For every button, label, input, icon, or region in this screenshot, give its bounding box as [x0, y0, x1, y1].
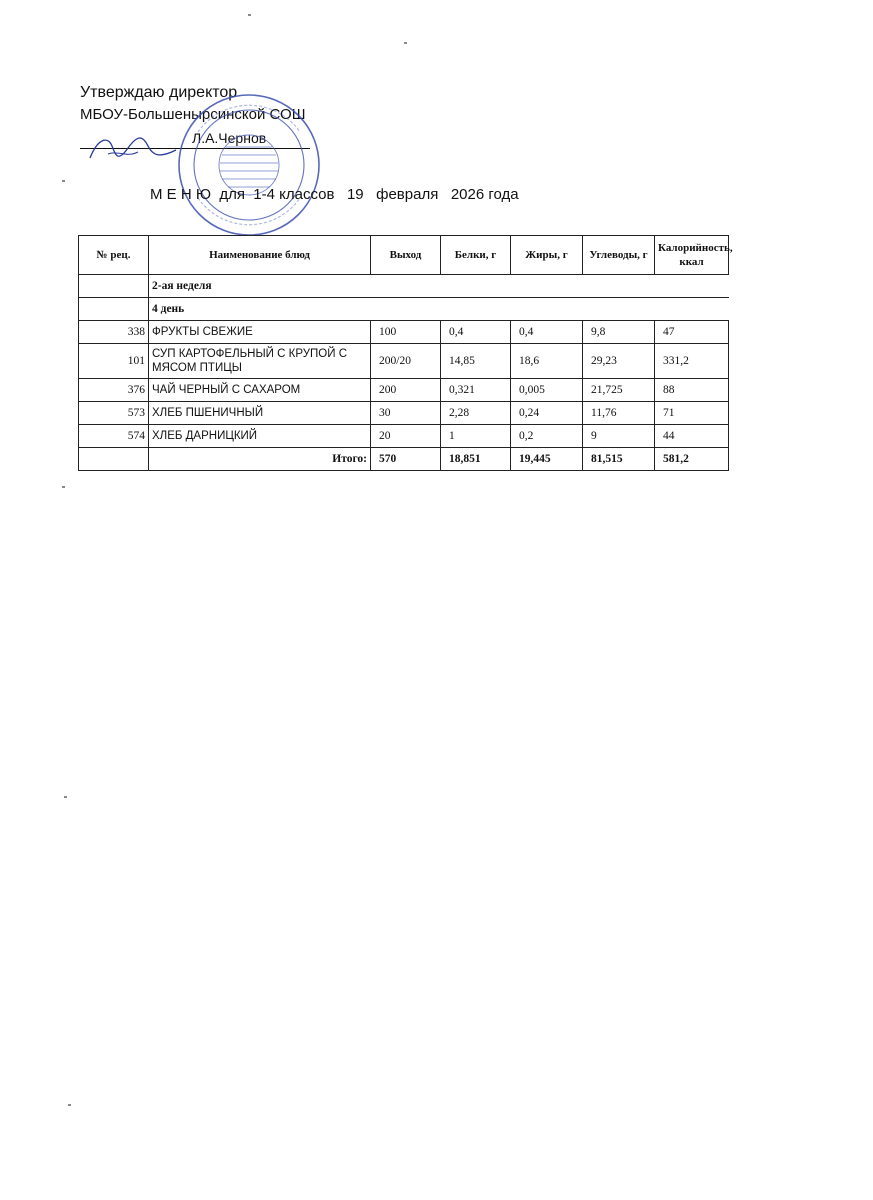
row-kcal: 47 [655, 321, 729, 344]
row-carbs: 9 [583, 425, 655, 448]
week-row [79, 275, 729, 298]
row-fat: 0,24 [511, 402, 583, 425]
scan-speck [62, 486, 65, 488]
total-row [79, 448, 729, 471]
approval-line-1: Утверждаю директор [80, 84, 238, 101]
row-output: 100 [371, 321, 441, 344]
page-title: М Е Н Ю для 1-4 классов 19 февраля 2026 года [150, 186, 519, 203]
row-carbs: 11,76 [583, 402, 655, 425]
row-protein: 2,28 [441, 402, 511, 425]
row-fat: 0,2 [511, 425, 583, 448]
table-row [79, 344, 729, 379]
row-name: ЧАЙ ЧЕРНЫЙ С САХАРОМ [149, 379, 371, 402]
row-kcal: 71 [655, 402, 729, 425]
signer-name: Л.А.Чернов [192, 130, 267, 146]
scan-speck [248, 14, 251, 16]
row-output: 30 [371, 402, 441, 425]
day-label: 4 день [149, 298, 729, 321]
table-row [79, 425, 729, 448]
row-output: 200/20 [371, 344, 441, 379]
row-kcal: 88 [655, 379, 729, 402]
row-fat: 0,005 [511, 379, 583, 402]
row-name: ФРУКТЫ СВЕЖИЕ [149, 321, 371, 344]
total-kcal: 581,2 [655, 448, 729, 471]
row-carbs: 9,8 [583, 321, 655, 344]
total-fat: 19,445 [511, 448, 583, 471]
week-label: 2-ая неделя [149, 275, 729, 298]
row-output: 20 [371, 425, 441, 448]
row-carbs: 21,725 [583, 379, 655, 402]
table-row [79, 379, 729, 402]
total-protein: 18,851 [441, 448, 511, 471]
row-code: 101 [79, 344, 149, 379]
row-carbs: 29,23 [583, 344, 655, 379]
row-name: ХЛЕБ ПШЕНИЧНЫЙ [149, 402, 371, 425]
signature-icon [88, 128, 178, 168]
table-header-row [79, 236, 729, 275]
header-protein: Белки, г [441, 236, 511, 275]
approval-line-2: МБОУ-Большенырсинской СОШ [80, 106, 306, 123]
seal-stamp-icon [176, 92, 322, 238]
scan-speck [62, 180, 65, 182]
row-protein: 0,4 [441, 321, 511, 344]
row-fat: 0,4 [511, 321, 583, 344]
table-row [79, 321, 729, 344]
row-kcal: 331,2 [655, 344, 729, 379]
row-code: 573 [79, 402, 149, 425]
row-output: 200 [371, 379, 441, 402]
day-row [79, 298, 729, 321]
row-fat: 18,6 [511, 344, 583, 379]
row-protein: 14,85 [441, 344, 511, 379]
header-carbs: Углеводы, г [583, 236, 655, 275]
menu-table [78, 235, 733, 471]
row-protein: 1 [441, 425, 511, 448]
table-row [79, 402, 729, 425]
total-label: Итого: [149, 448, 371, 471]
row-code: 338 [79, 321, 149, 344]
header-name: Наименование блюд [149, 236, 371, 275]
header-kcal: Калорийность, ккал [655, 236, 729, 275]
total-output: 570 [371, 448, 441, 471]
row-kcal: 44 [655, 425, 729, 448]
scan-speck [64, 796, 67, 798]
scan-speck [404, 42, 407, 44]
header-code: № рец. [79, 236, 149, 275]
row-protein: 0,321 [441, 379, 511, 402]
scan-speck [68, 1104, 71, 1106]
row-name: ХЛЕБ ДАРНИЦКИЙ [149, 425, 371, 448]
total-carbs: 81,515 [583, 448, 655, 471]
header-fat: Жиры, г [511, 236, 583, 275]
row-name: СУП КАРТОФЕЛЬНЫЙ С КРУПОЙ С МЯСОМ ПТИЦЫ [149, 344, 371, 379]
header-output: Выход [371, 236, 441, 275]
row-code: 574 [79, 425, 149, 448]
row-code: 376 [79, 379, 149, 402]
